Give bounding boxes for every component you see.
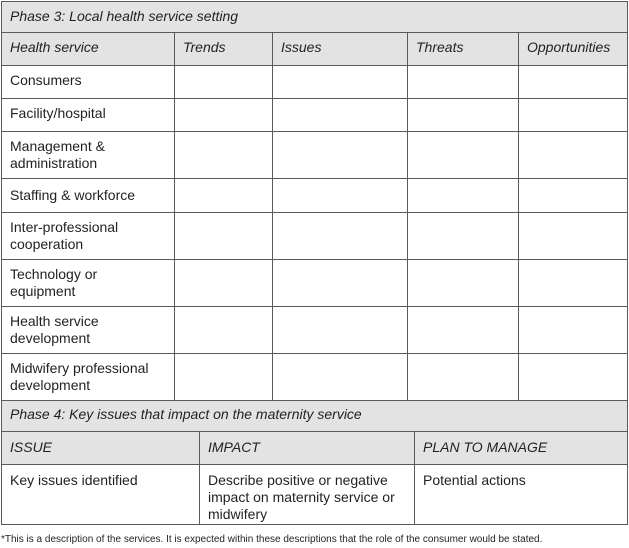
table-cell[interactable] (408, 99, 519, 132)
phase4-title: Phase 4: Key issues that impact on the maternity service (2, 401, 628, 432)
table-row (2, 99, 628, 132)
table-cell[interactable] (408, 260, 519, 307)
issue-cell: Key issues identified (2, 465, 200, 525)
table-cell[interactable] (175, 354, 273, 401)
phase3-table (1, 1, 628, 401)
table-cell[interactable] (175, 66, 273, 99)
table-cell[interactable] (408, 66, 519, 99)
table-cell[interactable] (175, 307, 273, 354)
row-label: Facility/hospital (2, 99, 175, 132)
table-cell[interactable] (408, 354, 519, 401)
phase3-title-row (2, 2, 628, 33)
table-row (2, 465, 628, 525)
table-cell[interactable] (273, 132, 408, 179)
table-row (2, 213, 628, 260)
table-cell[interactable] (408, 132, 519, 179)
table-cell[interactable] (519, 132, 628, 179)
table-cell[interactable] (273, 354, 408, 401)
footnote: *This is a description of the services. It is expected within these descriptions that the role of the consumer would be stated. (1, 534, 543, 545)
phase3-title: Phase 3: Local health service setting (2, 2, 628, 33)
col-header-plan: PLAN TO MANAGE (415, 432, 628, 465)
row-label: Midwifery professional development (2, 354, 175, 401)
col-header-threats: Threats (408, 33, 519, 66)
table-cell[interactable] (175, 132, 273, 179)
phase4-table (1, 400, 628, 525)
table-cell[interactable] (273, 213, 408, 260)
table-cell[interactable] (175, 99, 273, 132)
table-cell[interactable] (273, 179, 408, 213)
row-label: Inter-professional cooperation (2, 213, 175, 260)
table-cell[interactable] (175, 179, 273, 213)
table-cell[interactable] (519, 354, 628, 401)
table-cell[interactable] (273, 307, 408, 354)
col-header-issues: Issues (273, 33, 408, 66)
table-row (2, 307, 628, 354)
col-header-trends: Trends (175, 33, 273, 66)
table-cell[interactable] (519, 99, 628, 132)
table-cell[interactable] (175, 260, 273, 307)
table-cell[interactable] (273, 260, 408, 307)
table-cell[interactable] (519, 213, 628, 260)
phase4-header-row (2, 432, 628, 465)
plan-cell: Potential actions (415, 465, 628, 525)
table-cell[interactable] (519, 307, 628, 354)
table-cell[interactable] (408, 213, 519, 260)
worksheet (1, 1, 627, 525)
table-cell[interactable] (273, 99, 408, 132)
table-cell[interactable] (175, 213, 273, 260)
table-row (2, 179, 628, 213)
impact-cell: Describe positive or negative impact on maternity service or midwifery (200, 465, 415, 525)
table-cell[interactable] (273, 66, 408, 99)
col-header-issue: ISSUE (2, 432, 200, 465)
row-label: Health service development (2, 307, 175, 354)
table-cell[interactable] (519, 179, 628, 213)
table-cell[interactable] (519, 66, 628, 99)
row-label: Consumers (2, 66, 175, 99)
table-row (2, 132, 628, 179)
table-row (2, 260, 628, 307)
row-label: Management & administration (2, 132, 175, 179)
col-header-health-service: Health service (2, 33, 175, 66)
table-row (2, 66, 628, 99)
col-header-opportunities: Opportunities (519, 33, 628, 66)
phase4-title-row (2, 401, 628, 432)
phase3-header-row (2, 33, 628, 66)
table-cell[interactable] (519, 260, 628, 307)
row-label: Staffing & workforce (2, 179, 175, 213)
row-label: Technology or equipment (2, 260, 175, 307)
table-cell[interactable] (408, 179, 519, 213)
col-header-impact: IMPACT (200, 432, 415, 465)
table-row (2, 354, 628, 401)
table-cell[interactable] (408, 307, 519, 354)
